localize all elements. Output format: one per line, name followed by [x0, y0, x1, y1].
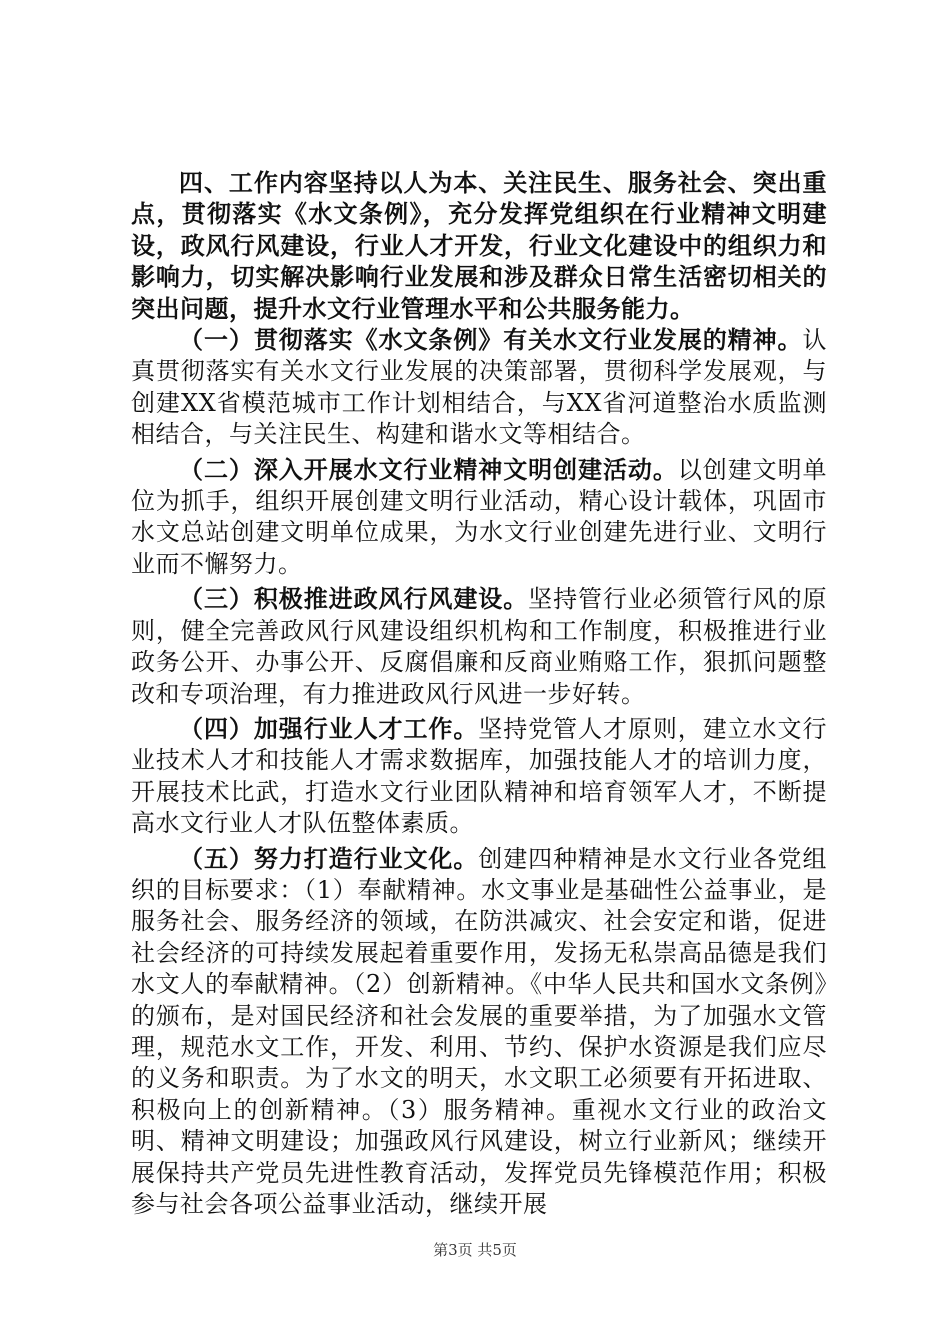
section-1-body: 认真贯彻落实有关水文行业发展的决策部署，贯彻科学发展观，与创建XX省模范城市工作计划相结合，与XX省河道整治水质监测相结合，与关注民生、构建和谐水文等相结合。: [131, 326, 827, 449]
section-2-body: 以创建文明单位为抓手，组织开展创建文明行业活动，精心设计载体，巩固市水文总站创建文明单位成果，为水文行业创建先进行业、文明行业而不懈努力。: [131, 455, 828, 578]
section-2-heading: （二）深入开展水文行业精神文明创建活动。: [179, 455, 678, 484]
section-4-heading: （四）加强行业人才工作。: [179, 714, 479, 743]
section-3-body: 坚持管行业必须管行风的原则，健全完善政风行风建设组织机构和工作制度，积极推进行业政务公开、办事公开、反腐倡廉和反商业贿赂工作，狠抓问题整改和专项治理，有力推进政风行风进一步好转。: [131, 585, 828, 708]
section-4-paragraph: [131, 714, 827, 840]
document-body: [131, 168, 827, 1220]
section-3-heading: （三）积极推进政风行风建设。: [179, 585, 529, 614]
section-5-body: 创建四种精神是水文行业各党组织的目标要求：（1）奉献精神。水文事业是基础性公益事业，是服务社会、服务经济的领域，在防洪减灾、社会安定和谐，促进社会经济的可持续发展起着重要作用，发扬无私崇高品德是我们水文人的奉献精神。（2）创新精神。《中华人民共和国水文条例》的颁布，是对国民经济和社会发展的重要举措，为了加强水文管理，规范水文工作，开发、利用、节约、保护水资源是我们应尽的义务和职责。为了水文的明天，水文职工必须要有开拓进取、积极向上的创新精神。（3）服务精神。重视水文行业的政治文明、精神文明建设；加强政风行风建设，树立行业新风；继续开展保持共产党员先进性教育活动，发挥党员先锋模范作用；积极参与社会各项公益事业活动，继续开展: [131, 844, 828, 1218]
section-5-paragraph: [131, 844, 827, 1221]
section-four-paragraph: 四、工作内容坚持以人为本、关注民生、服务社会、突出重点，贯彻落实《水文条例》，充分发挥党组织在行业精神文明建设，政风行风建设，行业人才开发，行业文化建设中的组织力和影响力，切实解决影响行业发展和涉及群众日常生活密切相关的突出问题，提升水文行业管理水平和公共服务能力。: [131, 169, 827, 323]
section-1-heading: （一）贯彻落实《水文条例》有关水文行业发展的精神。: [179, 326, 803, 355]
section-3-paragraph: [131, 584, 827, 710]
section-2-paragraph: [131, 455, 827, 581]
section-1-paragraph: [131, 325, 827, 451]
section-5-heading: （五）努力打造行业文化。: [179, 844, 479, 873]
section-4-body: 坚持党管人才原则，建立水文行业技术人才和技能人才需求数据库，加强技能人才的培训力度，开展技术比武，打造水文行业团队精神和培育领军人才，不断提高水文行业人才队伍整体素质。: [131, 714, 828, 838]
page-number-footer: 第3页 共5页: [433, 1241, 517, 1259]
